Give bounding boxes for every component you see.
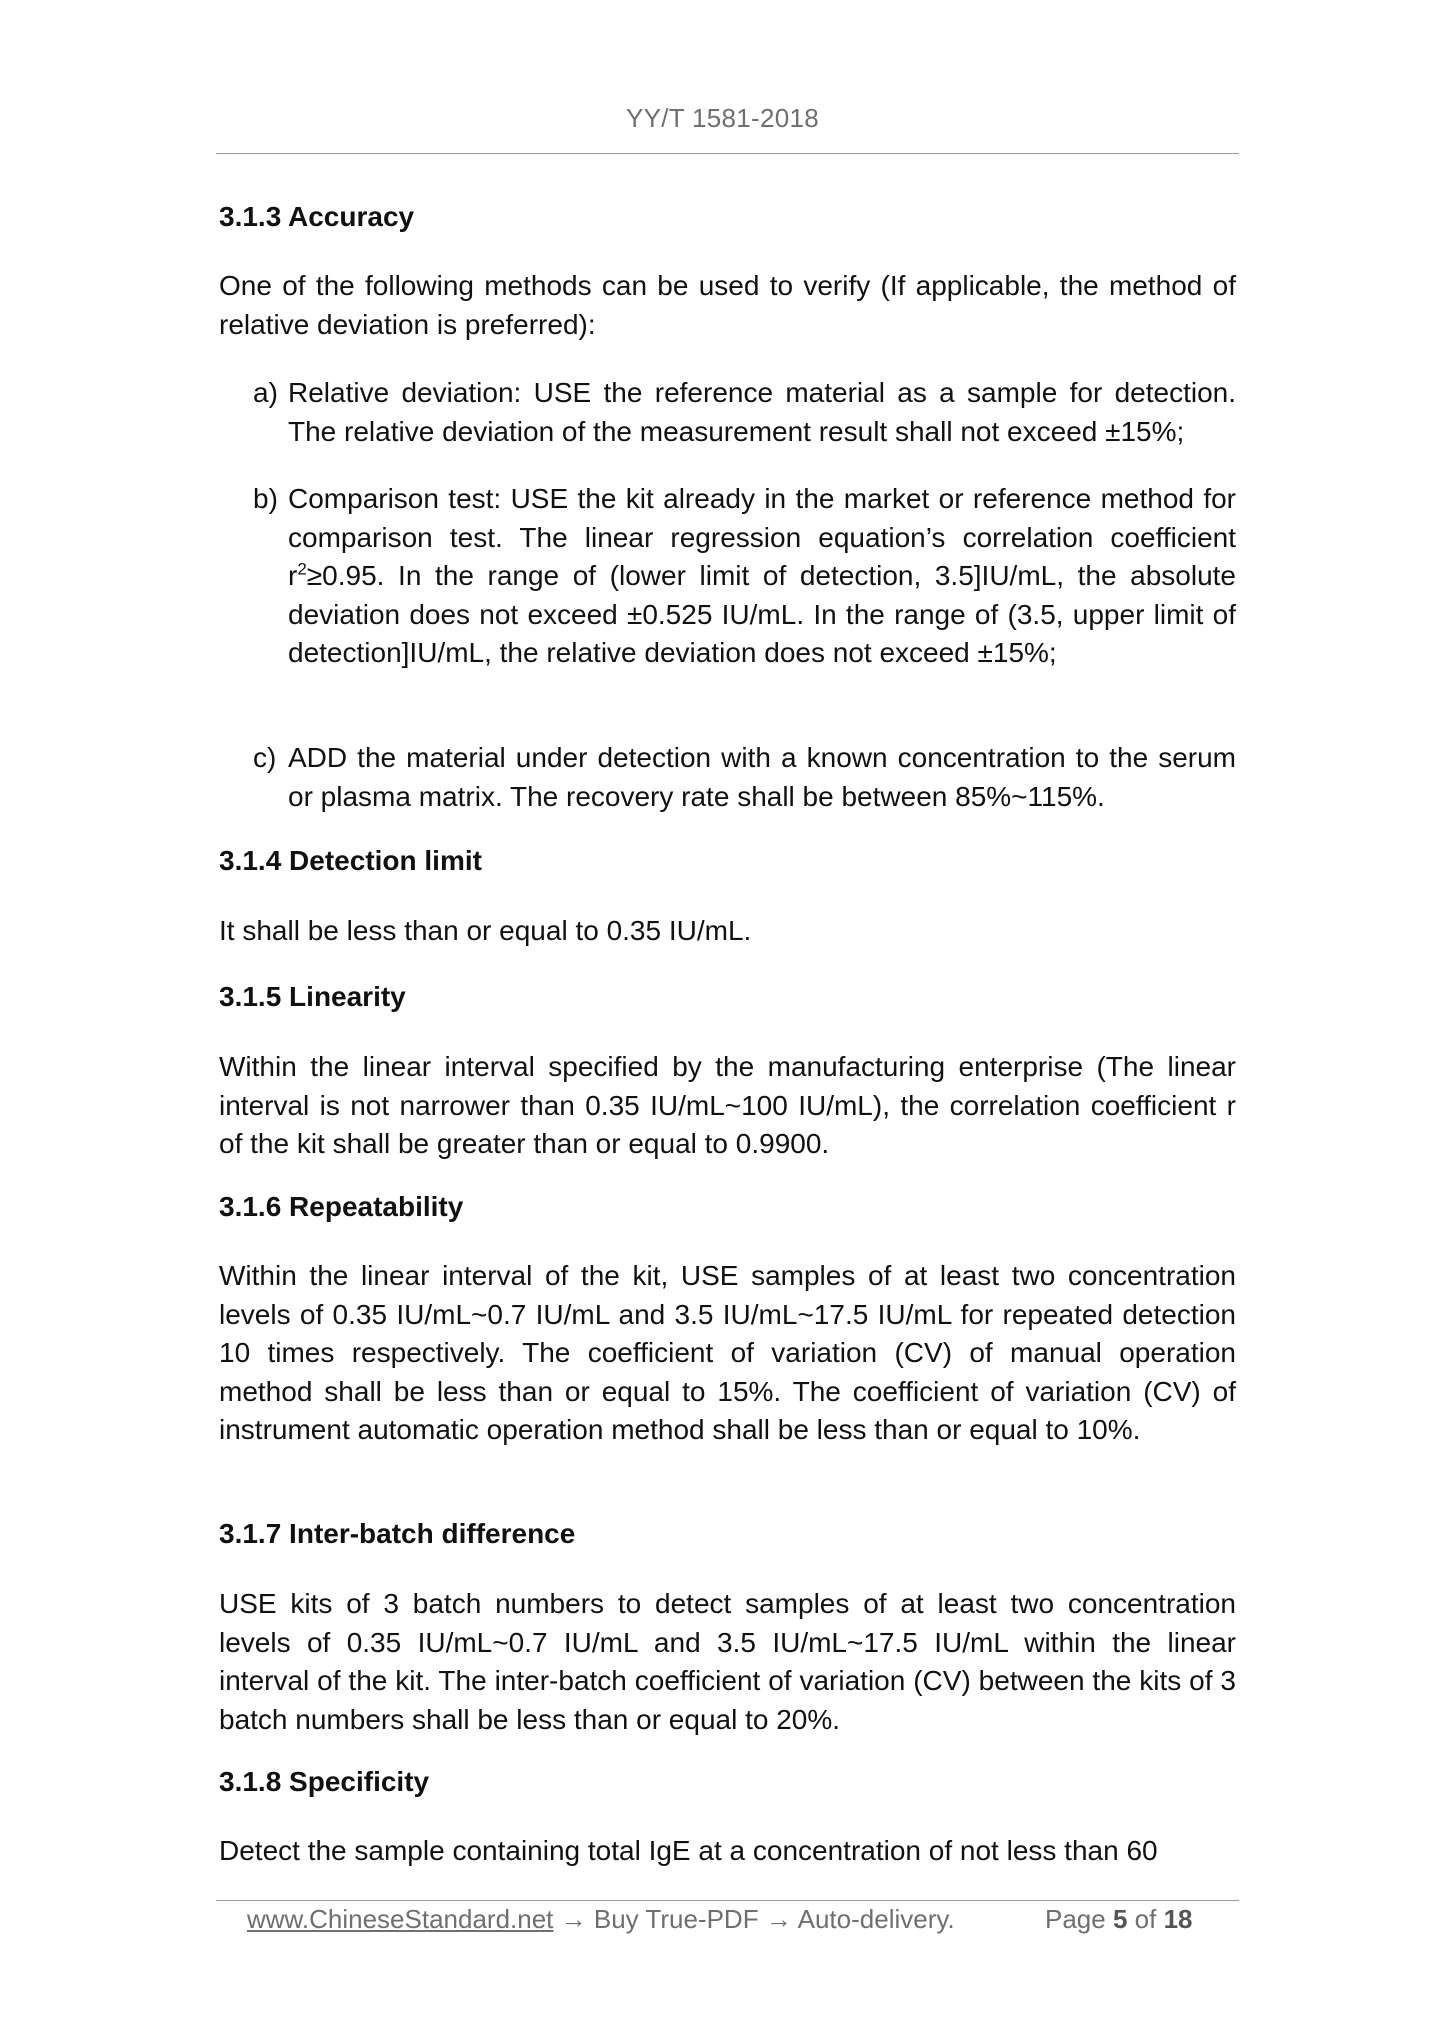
section-3-1-3-heading: 3.1.3 Accuracy: [219, 201, 415, 232]
page-header: [0, 103, 1445, 134]
of-label: of: [1134, 1904, 1157, 1934]
list-marker-c: c): [253, 742, 277, 773]
buy-true-pdf-text: Buy True-PDF: [593, 1904, 759, 1934]
section-3-1-4-heading: 3.1.4 Detection limit: [219, 845, 482, 876]
section-3-1-8-heading: 3.1.8 Specificity: [219, 1766, 430, 1797]
section-3-1-7-heading: 3.1.7 Inter-batch difference: [219, 1518, 576, 1549]
section-3-1-5-text: Within the linear interval specified by the manufacturing enterprise (The linear interval is not narrower than 0.35 IU/mL~100 IU/mL), the correlation coefficient r of the kit shall be greater than or equal to 0.9900.: [219, 1051, 1236, 1159]
list-marker-a: a): [253, 377, 278, 408]
auto-delivery-text: Auto-delivery.: [797, 1904, 955, 1934]
footer-promo: [247, 1904, 955, 1935]
total-pages: 18: [1163, 1904, 1193, 1934]
list-item-b-text-1: Comparison test: USE the kit already in the market or reference method for comparison test. The linear regression equation’s correlation coefficient r: [288, 483, 1236, 591]
list-item-a-text: Relative deviation: USE the reference material as a sample for detection. The relative deviation of the measurement result shall not exceed ±15%;: [288, 377, 1236, 447]
footer-divider: [216, 1900, 1239, 1901]
section-3-1-6-heading: 3.1.6 Repeatability: [219, 1191, 464, 1222]
section-3-1-7-text: USE kits of 3 batch numbers to detect samples of at least two concentration levels of 0.35 IU/mL~0.7 IU/mL and 3.5 IU/mL~17.5 IU/mL within the linear interval of the kit. The inter-batch coefficient of variation (CV) between the kits of 3 batch numbers shall be less than or equal to 20%.: [219, 1588, 1236, 1735]
list-marker-b: b): [253, 483, 278, 514]
header-divider: [216, 153, 1239, 154]
document-code: YY/T 1581-2018: [625, 103, 820, 133]
list-item-c-text: ADD the material under detection with a known concentration to the serum or plasma matrix. The recovery rate shall be between 85%~115%.: [288, 742, 1236, 812]
page-indicator: [1045, 1904, 1193, 1935]
list-item-b: [253, 480, 1236, 673]
arrow-right-icon: →: [560, 1904, 587, 1934]
superscript-2: 2: [297, 559, 307, 579]
section-3-1-5-heading: 3.1.5 Linearity: [219, 981, 406, 1012]
list-item-b-text-2: ≥0.95. In the range of (lower limit of detection, 3.5]IU/mL, the absolute deviation does not exceed ±0.525 IU/mL. In the range of (3.5, upper limit of detection]IU/mL, the relative deviation does not exceed ±15%;: [288, 560, 1236, 668]
list-item-a: [253, 374, 1236, 451]
section-3-1-8-text: Detect the sample containing total IgE at a concentration of not less than 60: [219, 1835, 1158, 1866]
list-item-c: [253, 739, 1236, 816]
current-page: 5: [1112, 1904, 1128, 1934]
page-footer: [0, 1904, 1445, 1944]
arrow-right-icon: →: [765, 1904, 792, 1934]
section-3-1-4-text: It shall be less than or equal to 0.35 IU/mL.: [219, 915, 752, 946]
chinesestandard-link[interactable]: www.ChineseStandard.net: [247, 1904, 554, 1934]
page-label: Page: [1045, 1904, 1106, 1934]
section-3-1-3-intro: One of the following methods can be used to verify (If applicable, the method of relative deviation is preferred):: [219, 270, 1236, 340]
section-3-1-6-text: Within the linear interval of the kit, USE samples of at least two concentration levels of 0.35 IU/mL~0.7 IU/mL and 3.5 IU/mL~17.5 IU/mL for repeated detection 10 times respectively. The coefficient of variation (CV) of manual operation method shall be less than or equal to 15%. The coefficient of variation (CV) of instrument automatic operation method shall be less than or equal to 10%.: [219, 1260, 1236, 1445]
